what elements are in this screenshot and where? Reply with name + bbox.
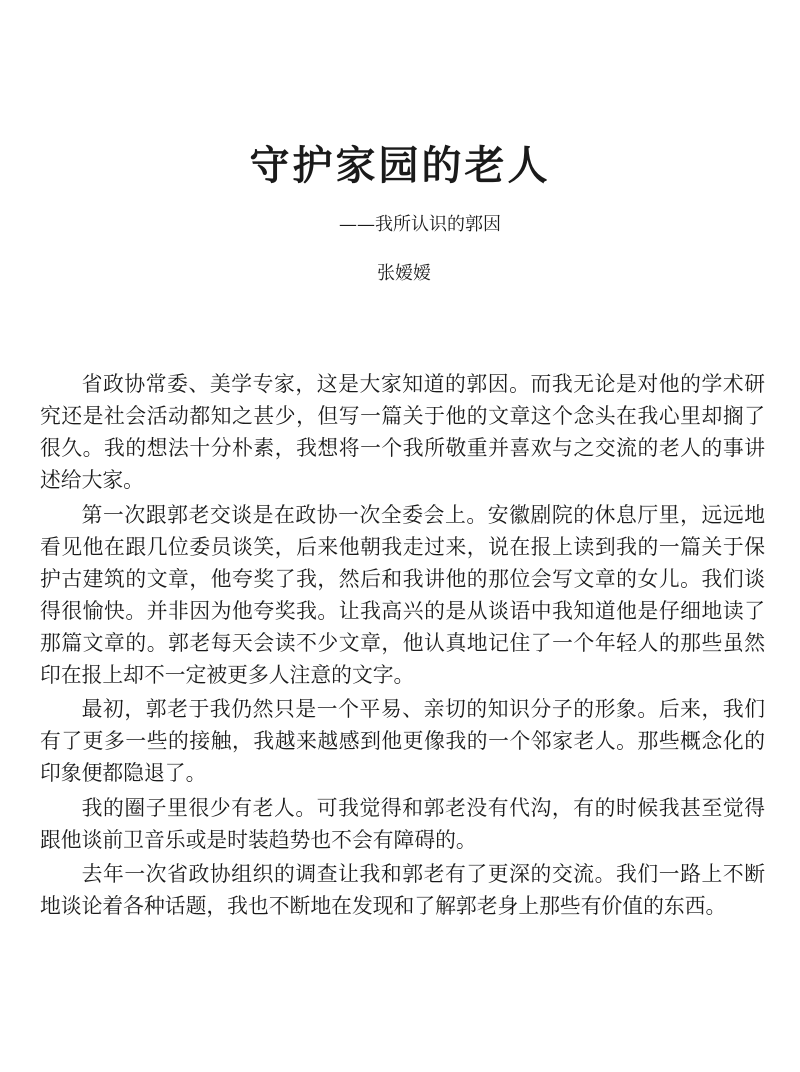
article-subtitle: ——我所认识的郭因: [339, 214, 501, 235]
paragraph-4: 我的圈子里很少有老人。可我觉得和郭老没有代沟，有的时候我甚至觉得跟他谈前卫音乐或是时装趋势也不会有障碍的。: [40, 795, 765, 852]
article-title: 守护家园的老人: [249, 142, 551, 189]
article-author: 张嫒嫒: [377, 263, 431, 284]
paragraph-3: 最初，郭老于我仍然只是一个平易、亲切的知识分子的形象。后来，我们有了更多一些的接触，我越来越感到他更像我的一个邻家老人。那些概念化的印象便都隐退了。: [40, 697, 765, 785]
paragraph-2: 第一次跟郭老交谈是在政协一次全委会上。安徽剧院的休息厅里，远远地看见他在跟几位委员谈笑，后来他朝我走过来，说在报上读到我的一篇关于保护古建筑的文章，他夸奖了我，然后和我讲他的那位会写文章的女儿。我们谈得很愉快。并非因为他夸奖我。让我高兴的是从谈语中我知道他是仔细地读了那篇文章的。郭老每天会读不少文章，他认真地记住了一个年轻人的那些虽然印在报上却不一定被更多人注意的文字。: [40, 502, 765, 687]
paragraph-1: 省政协常委、美学专家，这是大家知道的郭因。而我无论是对他的学术研究还是社会活动都知之甚少，但写一篇关于他的文章这个念头在我心里却搁了很久。我的想法十分朴素，我想将一个我所敬重并喜欢与之交流的老人的事讲述给大家。: [40, 372, 765, 492]
article-body: [40, 368, 765, 925]
paragraph-5: 去年一次省政协组织的调查让我和郭老有了更深的交流。我们一路上不断地谈论着各种话题，我也不断地在发现和了解郭老身上那些有价值的东西。: [40, 862, 765, 918]
